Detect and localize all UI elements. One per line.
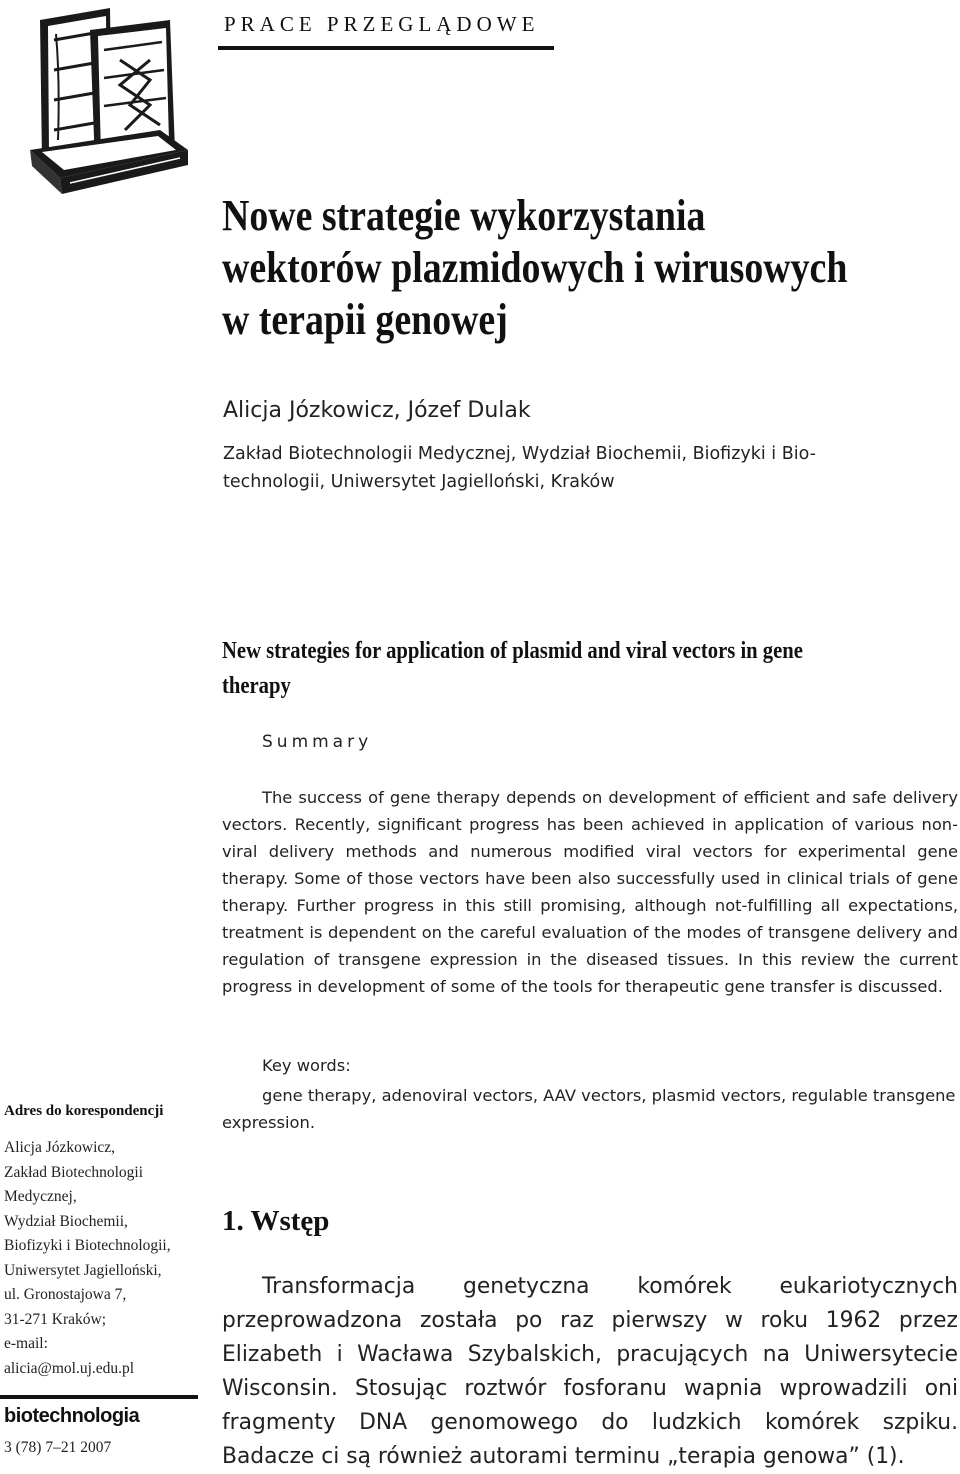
- summary-heading: Summary: [262, 732, 373, 752]
- journal-citation: 3 (78) 7–21 2007: [4, 1439, 112, 1456]
- header-rule: [218, 46, 554, 50]
- address-line: Biofizyki i Biotechnologii,: [4, 1237, 171, 1254]
- keywords-text: gene therapy, adenoviral vectors, AAV vectors, plasmid vectors, regulable transgene expression.: [222, 1086, 956, 1132]
- address-line: Wydział Biochemii,: [4, 1212, 128, 1230]
- correspondence-address: [4, 1136, 204, 1381]
- address-line: Zakład Biotechnologii: [4, 1163, 144, 1181]
- email-link[interactable]: alicia@mol.uj.edu.pl: [4, 1359, 135, 1377]
- address-line: Uniwersytet Jagielloński,: [4, 1261, 162, 1279]
- address-line: Alicja Józkowicz,: [4, 1139, 116, 1156]
- english-title-line: New strategies for application of plasmid and viral vectors in gene: [222, 638, 803, 664]
- affiliation-line: technologii, Uniwersytet Jagielloński, Kraków: [223, 472, 615, 492]
- english-title-line: therapy: [222, 673, 291, 699]
- book-stack-icon: [20, 0, 190, 195]
- address-line: 31-271 Kraków;: [4, 1310, 107, 1328]
- address-line: e-mail:: [4, 1335, 48, 1352]
- article-title-line: Nowe strategie wykorzystania: [222, 191, 706, 240]
- section-label: PRACE PRZEGLĄDOWE: [224, 12, 540, 36]
- article-title: [222, 190, 850, 346]
- address-line: Medycznej,: [4, 1188, 77, 1205]
- correspondence-heading: Adres do korespondencji: [4, 1103, 164, 1119]
- affiliation: [223, 440, 958, 496]
- address-line: ul. Gronostajowa 7,: [4, 1286, 127, 1303]
- article-title-line: w terapii genowej: [222, 295, 508, 344]
- english-title: [222, 634, 927, 704]
- article-title-line: wektorów plazmidowych i wirusowych: [222, 243, 848, 292]
- summary-text: The success of gene therapy depends on development of efficient and safe delivery vectors. Recently, significant progress has been achieved in application of various non-viral delivery methods and numerous modified viral vectors for experimental gene therapy. Some of those vectors have been also successfully used in clinical trials of gene therapy. Further progress in this still promising, although not-fulfilling all expectations, treatment is dependent on the careful evaluation of the modes of transgene delivery and regulation of transgene expression in the diseased tissues. In this review the current progress in development of some of the tools for therapeutic gene transfer is discussed.: [222, 788, 958, 996]
- affiliation-line: Zakład Biotechnologii Medycznej, Wydział Biochemii, Biofizyki i Bio-: [223, 444, 816, 464]
- sidebar-rule: [0, 1395, 198, 1399]
- section-heading: 1. Wstęp: [222, 1205, 330, 1237]
- journal-brand: biotechnologia: [4, 1405, 140, 1427]
- keywords-label: Key words:: [262, 1056, 351, 1075]
- intro-paragraph: Transformacja genetyczna komórek eukariotycznych przeprowadzona została po raz pierwszy w roku 1962 przez Elizabeth i Wacława Szybalskich, pracujących na Uniwersytecie Wisconsin. Stosując roztwór fosforanu wapnia wprowadzili oni fragmenty DNA genomowego do ludzkich komórek szpiku. Badacze ci są również autorami terminu „terapia genowa” (1).: [222, 1274, 958, 1469]
- authors: Alicja Józkowicz, Józef Dulak: [223, 398, 531, 423]
